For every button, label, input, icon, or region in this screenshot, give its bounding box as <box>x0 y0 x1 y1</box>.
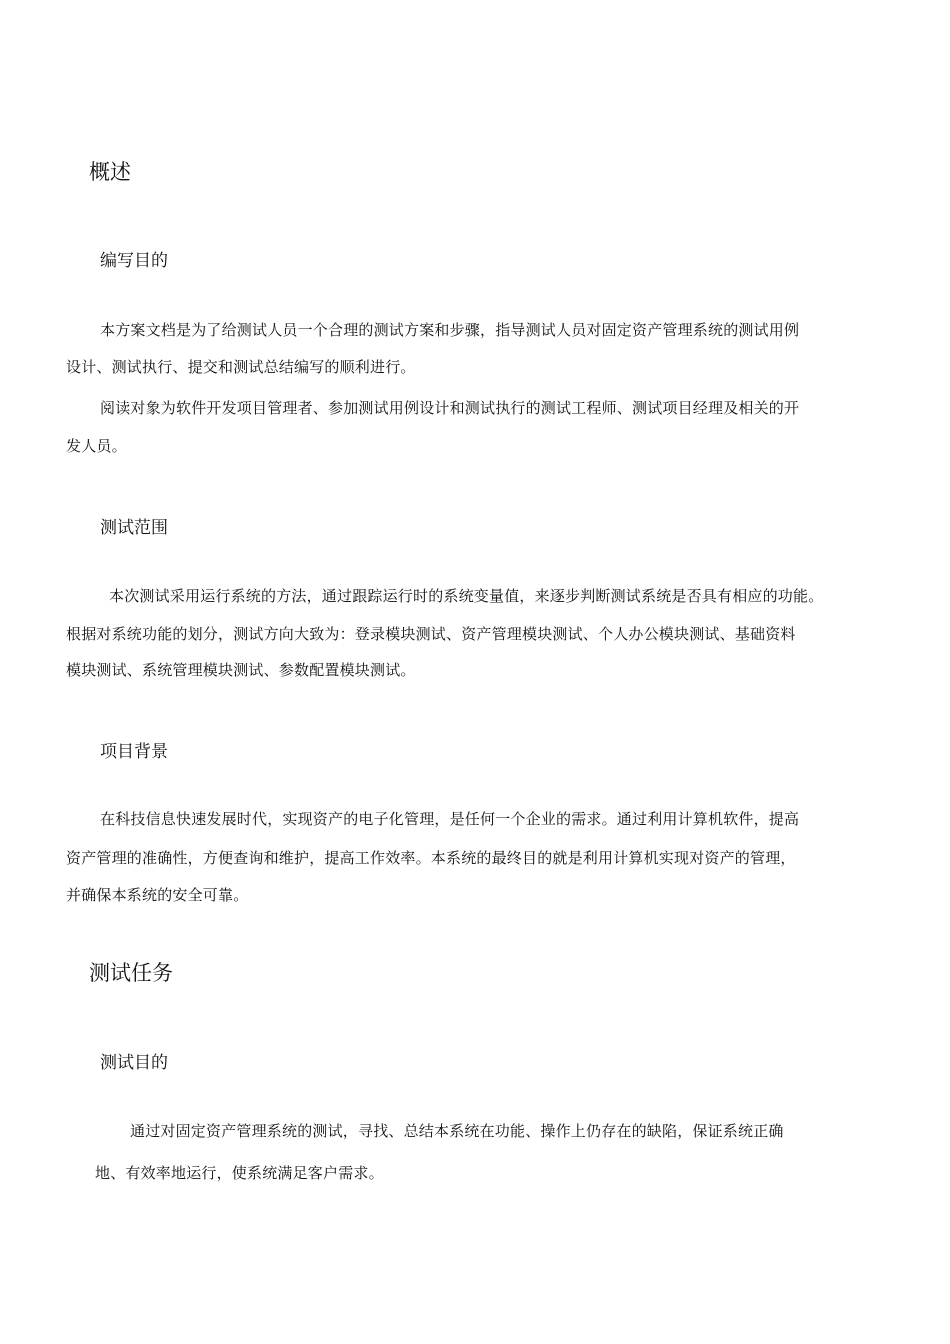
subsection-heading-goal: 测试目的 <box>100 1053 168 1073</box>
paragraph-line: 设计、测试执行、提交和测试总结编写的顺利进行。 <box>66 358 416 376</box>
paragraph-line: 通过对固定资产管理系统的测试，寻找、总结本系统在功能、操作上仍存在的缺陷，保证系统正确 <box>130 1122 784 1140</box>
section-heading-overview: 概述 <box>89 160 131 184</box>
paragraph-line: 发人员。 <box>66 437 127 455</box>
paragraph-line: 本次测试采用运行系统的方法，通过跟踪运行时的系统变量值，来逐步判断测试系统是否具有相应的功能。 <box>109 587 824 605</box>
paragraph-line: 根据对系统功能的划分，测试方向大致为：登录模块测试、资产管理模块测试、个人办公模块测试、基础资料 <box>66 625 796 643</box>
paragraph-line: 阅读对象为软件开发项目管理者、参加测试用例设计和测试执行的测试工程师、测试项目经理及相关的开 <box>100 399 800 417</box>
paragraph-line: 模块测试、系统管理模块测试、参数配置模块测试。 <box>66 661 416 679</box>
section-heading-test-tasks: 测试任务 <box>89 961 173 985</box>
subsection-heading-scope: 测试范围 <box>100 518 168 538</box>
paragraph-line: 并确保本系统的安全可靠。 <box>66 886 249 904</box>
paragraph-line: 本方案文档是为了给测试人员一个合理的测试方案和步骤，指导测试人员对固定资产管理系统的测试用例 <box>100 321 800 339</box>
subsection-heading-purpose: 编写目的 <box>100 251 168 271</box>
paragraph-line: 地、有效率地运行，使系统满足客户需求。 <box>95 1164 384 1182</box>
paragraph-line: 资产管理的准确性，方便查询和维护，提高工作效率。本系统的最终目的就是利用计算机实现对资产的管理， <box>66 849 796 867</box>
subsection-heading-background: 项目背景 <box>100 742 168 762</box>
paragraph-line: 在科技信息快速发展时代，实现资产的电子化管理，是任何一个企业的需求。通过利用计算机软件，提高 <box>100 810 800 828</box>
